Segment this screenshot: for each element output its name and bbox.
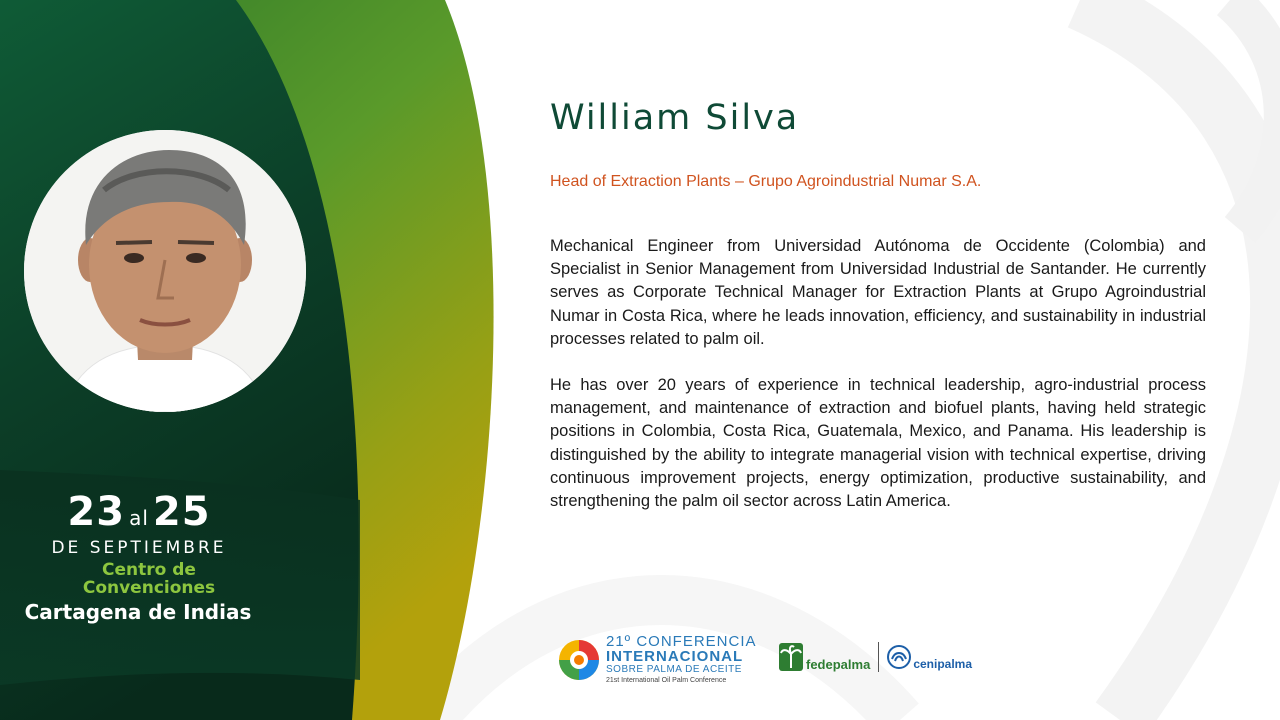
bio-paragraph-2: He has over 20 years of experience in technical leadership, agro-industrial process management, and maintenance of extraction and biofuel plants, having held strategic positions in Colombia, Costa Rica, Guatemala, Mexico, and Panama. His leadership is distinguished by the ability to integrate managerial vision with technical expertise, driving continuous improvement projects, energy optimization, productive sustainability, and strengthening the palm oil sector across Latin America.	[550, 376, 1206, 511]
event-dates	[0, 488, 278, 558]
event-venue	[0, 561, 298, 597]
speaker-name: William Silva	[550, 98, 800, 138]
venue-line-2: Convenciones	[82, 578, 216, 598]
conference-title-line-2: INTERNACIONAL	[606, 648, 744, 665]
speaker-photo	[24, 130, 306, 412]
event-month: DE SEPTIEMBRE	[51, 538, 227, 558]
bio-paragraph-1: Mechanical Engineer from Universidad Autónoma de Occidente (Colombia) and Specialist in Senior Management from Universidad Industrial de Santander. He currently serves as Corporate Technical Manager for Extraction Plants at Grupo Agroindustrial Numar in Costa Rica, where he leads innovation, efficiency, and sustainability in industrial processes related to palm oil.	[550, 237, 1206, 348]
conference-title-line-4: 21st International Oil Palm Conference	[606, 677, 727, 684]
conference-title-line-3: SOBRE PALMA DE ACEITE	[606, 664, 742, 675]
conference-swirl-icon	[558, 639, 600, 681]
leaf-swirl-icon	[887, 645, 911, 669]
palm-tree-icon	[778, 642, 804, 672]
fedepalma-logo-text: fedepalma	[806, 656, 871, 672]
conference-title-line-1: 21º CONFERENCIA	[606, 633, 757, 650]
partner-logos	[778, 642, 972, 672]
logo-separator	[878, 642, 879, 672]
conference-logo	[558, 634, 757, 686]
date-connector: al	[129, 506, 149, 530]
date-start: 23	[67, 489, 126, 535]
date-end: 25	[152, 489, 211, 535]
venue-line-1: Centro de	[102, 560, 196, 580]
event-city: Cartagena de Indias	[24, 600, 252, 624]
speaker-role: Head of Extraction Plants – Grupo Agroindustrial Numar S.A.	[550, 173, 982, 190]
speaker-bio	[550, 235, 1206, 536]
cenipalma-logo-text: cenipalma	[913, 657, 973, 671]
